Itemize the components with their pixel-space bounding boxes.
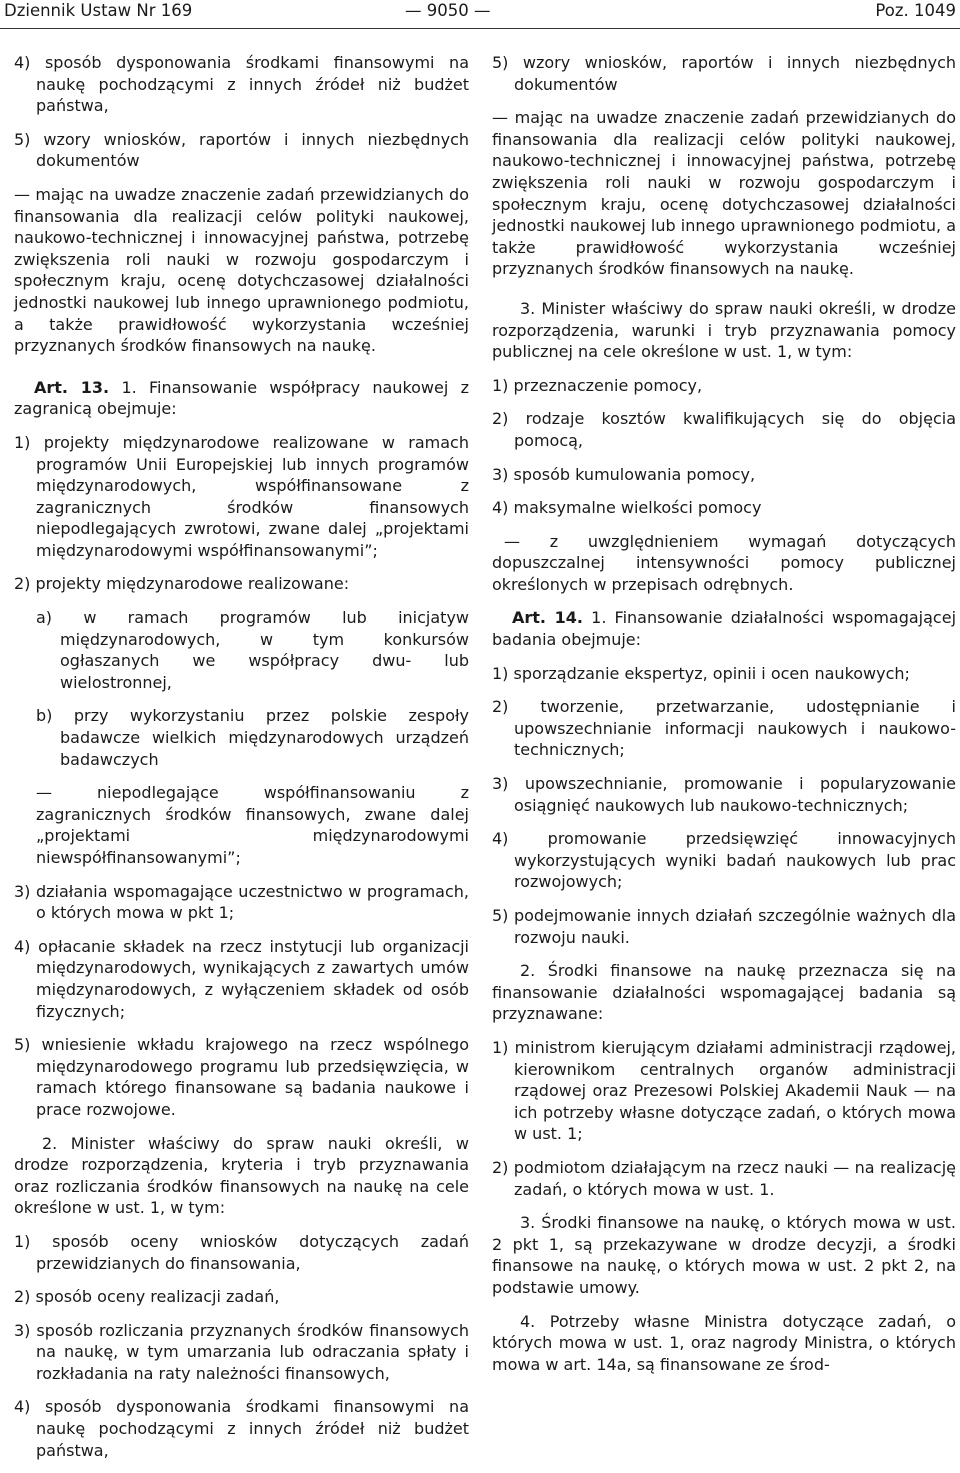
closing-clause: — mając na uwadze znaczenie zadań przewidzianych do finansowania dla realizacji celów polityki naukowej, naukowo-technicznej i innowacyjnej państwa, potrzebę zwiększenia roli nauki w rozwoju gospodarczym i społecznym kraju, ocenę dotychczasowej działalności jednostki naukowej lub innego uprawnionego podmiotu, a także prawidłowość wykorzystania wcześniej przyznanych środków finansowych na naukę. bbox=[492, 108, 956, 279]
list-item: 1) przeznaczenie pomocy, bbox=[492, 375, 703, 395]
dash-clause: — z uwzględnieniem wymagań dotyczących dopuszczalnej intensywności pomocy publicznej określonych w przepisach odrębnych. bbox=[492, 531, 956, 594]
article-14 bbox=[492, 607, 956, 650]
list-item: 1) projekty międzynarodowe realizowane w ramach programów Unii Europejskiej lub innych programów międzynarodowych, współfinansowane z zagranicznych środków finansowych niepodlegających zwrotowi, zwane dalej „projektami międzynarodowymi współfinansowanymi”; bbox=[14, 432, 469, 560]
dash-clause: — niepodlegające współfinansowaniu z zagranicznych środków finansowych, zwane dalej „projektami międzynarodowymi niewspółfinansowanymi”; bbox=[36, 783, 469, 867]
article-text: 1. Finansowanie działalności wspomagającej badania obejmuje: bbox=[492, 608, 957, 650]
sub-list-item: a) w ramach programów lub inicjatyw międzynarodowych, w tym konkursów ogłaszanych we współpracy dwu- lub wielostronnej, bbox=[36, 608, 469, 692]
list-item: 1) ministrom kierującym działami administracji rządowej, kierownikom centralnych organów administracji rządowej oraz Prezesowi Polskiej Akademii Nauk — na ich potrzeby własne dotyczące zadań, o których mowa w ust. 1; bbox=[492, 1037, 956, 1144]
list-item: 3) działania wspomagające uczestnictwo w programach, o których mowa w pkt 1; bbox=[14, 881, 469, 923]
article-13 bbox=[14, 377, 469, 420]
list-item: 2) sposób oceny realizacji zadań, bbox=[14, 1287, 280, 1307]
list-item: 5) wzory wniosków, raportów i innych niezbędnych dokumentów bbox=[14, 129, 469, 171]
list-item: 1) sposób oceny wniosków dotyczących zadań przewidzianych do finansowania, bbox=[14, 1231, 469, 1273]
list-item: 4) opłacanie składek na rzecz instytucji lub organizacji międzynarodowych, wynikających z zawartych umów międzynarodowych, z wyłączeniem składek od osób fizycznych; bbox=[14, 936, 469, 1021]
paragraph: 4. Potrzeby własne Ministra dotyczące zadań, o których mowa w ust. 1, oraz nagrody Ministra, o których mowa w art. 14a, są finansowane ze środ- bbox=[492, 1311, 956, 1374]
position-number: Poz. 1049 bbox=[875, 1, 956, 20]
list-item: 2) podmiotom działającym na rzecz nauki — na realizację zadań, o których mowa w ust. 1. bbox=[492, 1157, 956, 1199]
list-item: 2) projekty międzynarodowe realizowane: bbox=[14, 574, 350, 594]
list-item: 2) rodzaje kosztów kwalifikujących się do objęcia pomocą, bbox=[492, 409, 956, 450]
article-text: 1. Finansowanie współpracy naukowej z zagranicą obejmuje: bbox=[14, 377, 470, 419]
paragraph: 2. Minister właściwy do spraw nauki określi, w drodze rozporządzenia, kryteria i tryb przyznawania oraz rozliczania środków finansowych na naukę na cele określone w ust. 1, w tym: bbox=[14, 1133, 469, 1218]
list-item: 4) sposób dysponowania środkami finansowymi na naukę pochodzącymi z innych źródeł niż budżet państwa, bbox=[14, 1397, 469, 1460]
list-item: 1) sporządzanie ekspertyz, opinii i ocen naukowych; bbox=[492, 663, 910, 683]
list-item: 5) wzory wniosków, raportów i innych niezbędnych dokumentów bbox=[492, 53, 956, 94]
list-item: 3) sposób rozliczania przyznanych środków finansowych na naukę, w tym umarzania lub odraczania spłaty i rozkładania na raty należności finansowych, bbox=[14, 1320, 469, 1383]
list-item: 2) tworzenie, przetwarzanie, udostępnianie i upowszechnianie informacji naukowych i naukowo-technicznych; bbox=[492, 697, 956, 760]
list-item: 4) maksymalne wielkości pomocy bbox=[492, 498, 762, 518]
right-column bbox=[492, 52, 956, 1387]
article-number: Art. 14. bbox=[512, 608, 583, 628]
list-item: 3) sposób kumulowania pomocy, bbox=[492, 464, 756, 484]
paragraph: 3. Minister właściwy do spraw nauki określi, w drodze rozporządzenia, warunki i tryb przyznawania pomocy publicznej na cele określone w ust. 1, w tym: bbox=[492, 298, 956, 362]
journal-title: Dziennik Ustaw Nr 169 bbox=[4, 1, 193, 20]
list-item: 4) promowanie przedsięwzięć innowacyjnych wykorzystujących wyniki badań naukowych lub prac rozwojowych; bbox=[492, 829, 956, 892]
page-number: — 9050 — bbox=[405, 1, 491, 20]
article-number: Art. 13. bbox=[34, 377, 110, 397]
list-item: 5) podejmowanie innych działań szczególnie ważnych dla rozwoju nauki. bbox=[492, 906, 956, 947]
list-item: 5) wniesienie wkładu krajowego na rzecz wspólnego międzynarodowego programu lub przedsięwzięcia, w ramach którego finansowane są badania naukowe i prace rozwojowe. bbox=[14, 1035, 469, 1119]
list-item: 4) sposób dysponowania środkami finansowymi na naukę pochodzącymi z innych źródeł niż budżet państwa, bbox=[14, 53, 469, 116]
header-rule bbox=[0, 28, 960, 29]
closing-clause: — mając na uwadze znaczenie zadań przewidzianych do finansowania dla realizacji celów polityki naukowej, naukowo-technicznej i innowacyjnej państwa, potrzebę zwiększenia roli nauki w rozwoju gospodarczym i społecznym kraju, ocenę dotychczasowej działalności jednostki naukowej lub innego uprawnionego podmiotu, a także prawidłowość wykorzystania wcześniej przyznanych środków finansowych na naukę. bbox=[14, 184, 469, 356]
sub-list-item: b) przy wykorzystaniu przez polskie zespoły badawcze wielkich międzynarodowych urządzeń badawczych bbox=[36, 706, 469, 769]
list-item: 3) upowszechnianie, promowanie i popularyzowanie osiągnięć naukowych lub naukowo-technicznych; bbox=[492, 774, 956, 815]
left-column bbox=[14, 52, 469, 1473]
page-header bbox=[0, 0, 960, 28]
paragraph: 3. Środki finansowe na naukę, o których mowa w ust. 2 pkt 1, są przekazywane w drodze decyzji, a środki finansowe na naukę, o których mowa w ust. 2 pkt 2, na podstawie umowy. bbox=[492, 1213, 956, 1297]
paragraph: 2. Środki finansowe na naukę przeznacza się na finansowanie działalności wspomagającej badania są przyznawane: bbox=[492, 961, 956, 1024]
